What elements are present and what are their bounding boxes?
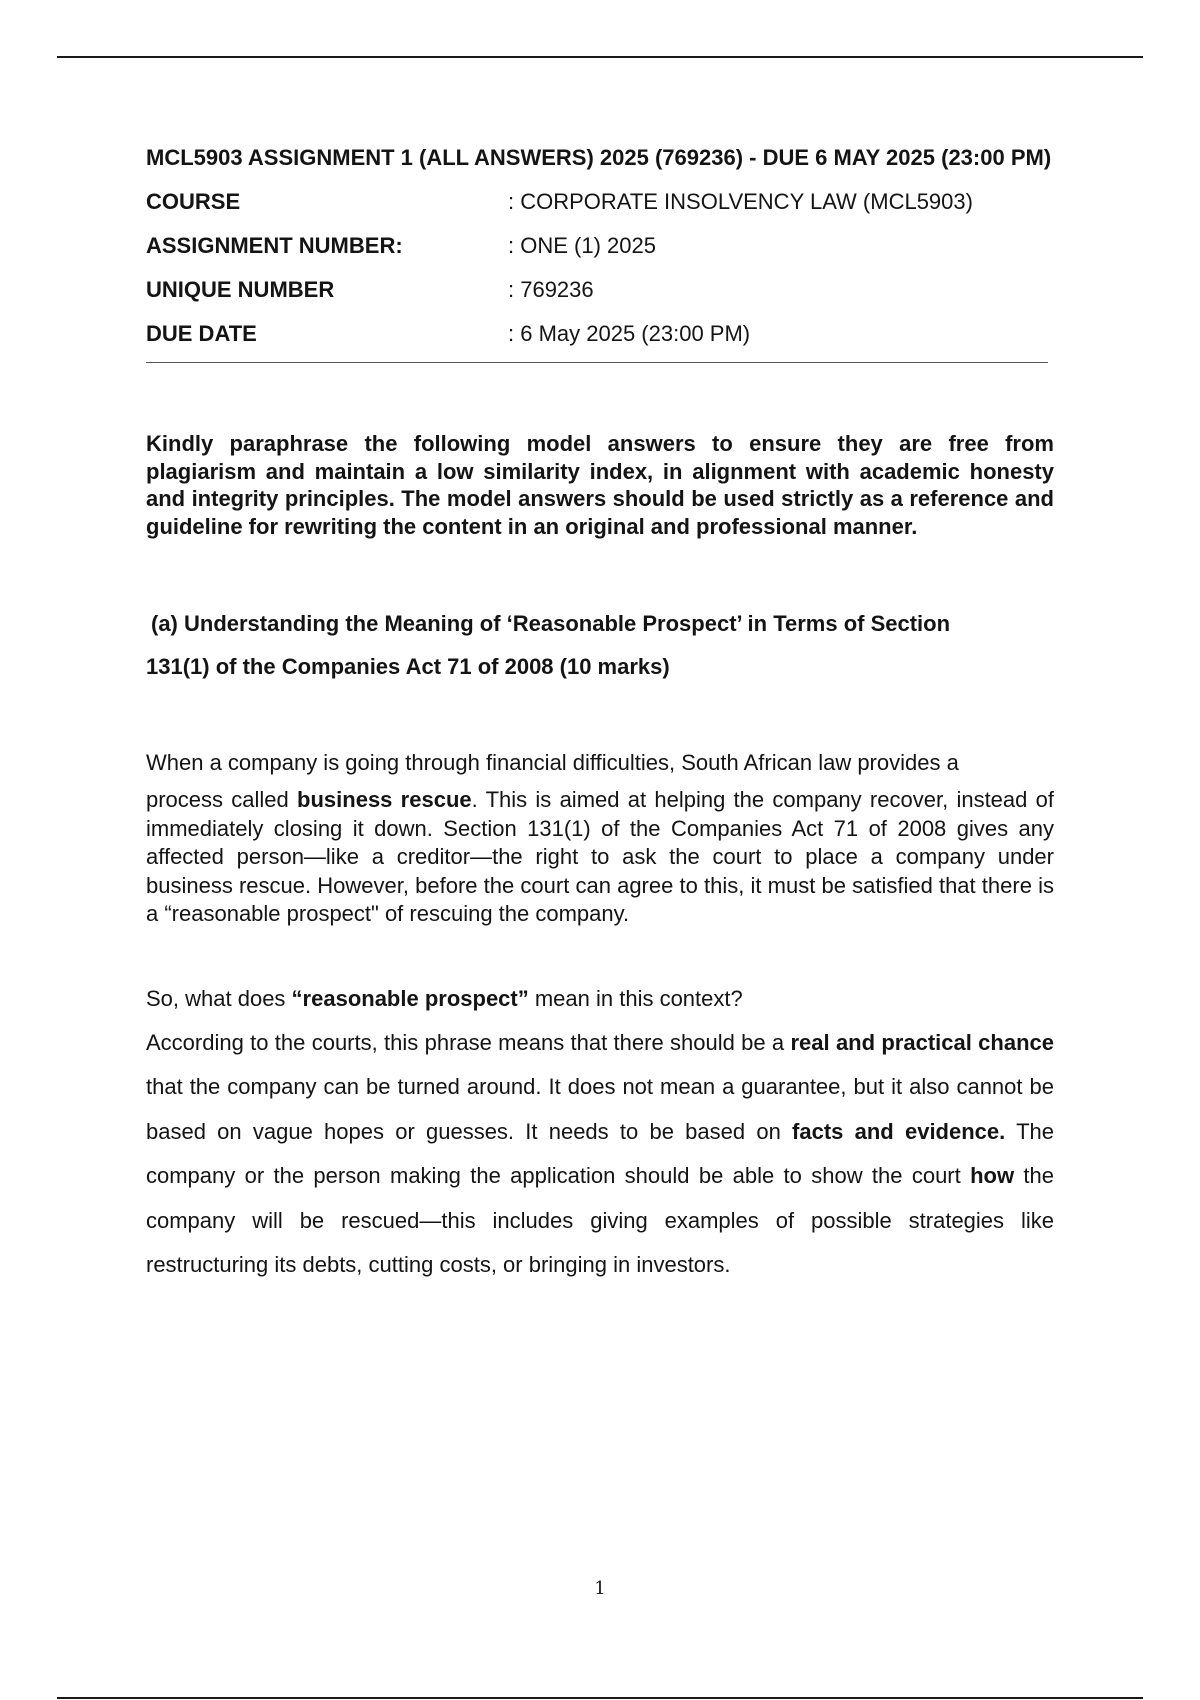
document-title: MCL5903 ASSIGNMENT 1 (ALL ANSWERS) 2025 (769236) - DUE 6 MAY 2025 (23:00 PM)	[146, 145, 1052, 170]
info-value: : 6 May 2025 (23:00 PM)	[508, 321, 751, 346]
bold-term: facts and evidence.	[792, 1118, 1006, 1144]
question-heading	[146, 602, 1054, 688]
text-run: mean in this context?	[528, 985, 743, 1011]
info-value: : 769236	[508, 277, 594, 302]
paragraph-question	[146, 977, 1054, 1021]
text-run: that the company can be turned around. It does not mean a guarantee, but it also cannot be based on vague hopes or guesses. It needs to be based on	[146, 1074, 1054, 1144]
bold-term: “reasonable prospect”	[291, 985, 529, 1011]
paragraph-intro: When a company is going through financial difficulties, South African law provides a	[146, 750, 959, 775]
text-run: So, what does	[146, 985, 292, 1011]
text-run: According to the courts, this phrase means that there should be a	[146, 1029, 791, 1055]
question-heading-line2: 131(1) of the Companies Act 71 of 2008 (10 marks)	[146, 654, 670, 679]
info-row-assignment-number	[146, 224, 1054, 268]
bold-term: how	[970, 1163, 1015, 1188]
bold-term: real and practical chance	[790, 1029, 1054, 1055]
info-label: COURSE	[146, 189, 241, 214]
info-value: : CORPORATE INSOLVENCY LAW (MCL5903)	[508, 189, 973, 214]
info-row-course	[146, 180, 1054, 224]
text-run: . This is aimed at helping the company recover, instead of immediately closing it down. Section 131(1) of the Companies Act 71 of 2008 gives any affected person—like a creditor—the right to ask the court to place a company under business rescue. However, before the court can agree to this, it must be satisfied that there is a “reasonable prospect" of rescuing the company.	[146, 787, 1054, 926]
info-label: ASSIGNMENT NUMBER:	[146, 233, 403, 258]
info-label: UNIQUE NUMBER	[146, 277, 335, 302]
page-bottom-rule	[57, 1697, 1143, 1699]
paragraph-business-rescue	[146, 786, 1054, 929]
paraphrase-notice: Kindly paraphrase the following model answers to ensure they are free from plagiarism and maintain a low similarity index, in alignment with academic honesty and integrity principles. The model answers should be used strictly as a reference and guideline for rewriting the content in an original and professional manner.	[146, 431, 1054, 539]
text-run: the company will be rescued—this includes giving examples of possible strategies like restructuring its debts, cutting costs, or bringing in investors.	[146, 1163, 1054, 1277]
section-divider	[146, 362, 1048, 363]
assignment-info-table	[146, 180, 1054, 356]
question-heading-line1: (a) Understanding the Meaning of ‘Reasonable Prospect’ in Terms of Section	[151, 611, 951, 636]
document-body	[146, 144, 1054, 1288]
text-run: process called	[146, 787, 298, 812]
info-row-unique-number	[146, 268, 1054, 312]
page-number: 1	[594, 1578, 606, 1599]
bold-term: business rescue	[297, 787, 472, 812]
info-label: DUE DATE	[146, 321, 257, 346]
text-run: The company or the person making the application should be able to show the court	[146, 1118, 1055, 1188]
paragraph-court-meaning	[146, 1021, 1054, 1288]
info-value: : ONE (1) 2025	[508, 233, 656, 258]
page-top-rule	[57, 56, 1143, 58]
info-row-due-date	[146, 312, 1054, 356]
